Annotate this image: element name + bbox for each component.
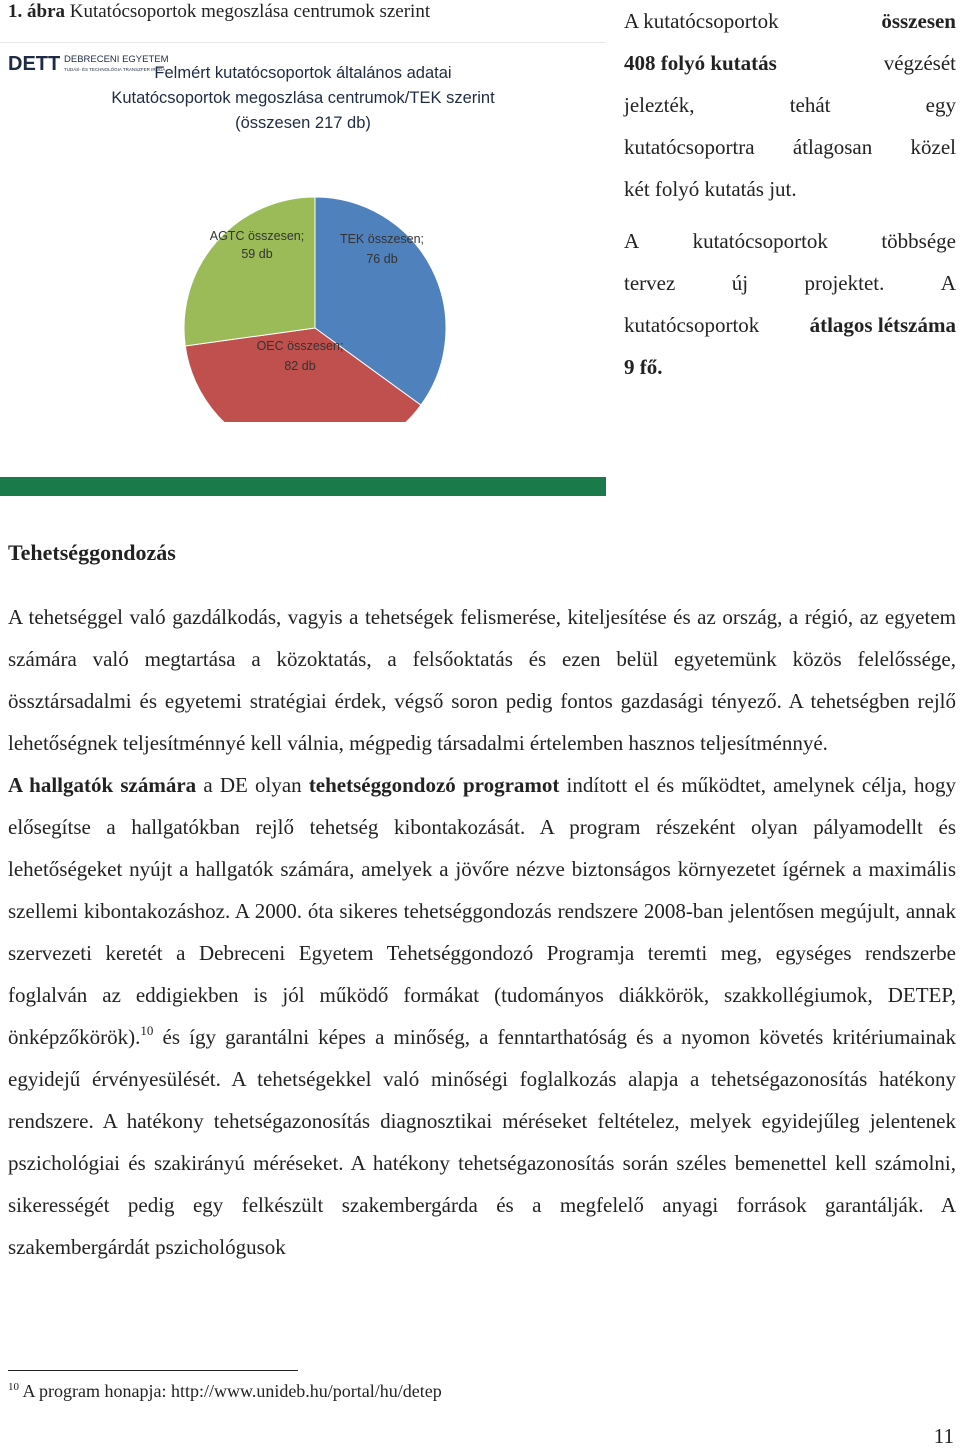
text-run-bold: A hallgatók számára — [8, 773, 197, 797]
right-text-line — [624, 84, 956, 126]
word: kutatócsoportok — [692, 229, 828, 253]
green-divider-bar — [0, 477, 606, 496]
footnote-separator — [8, 1370, 298, 1371]
text-run-bold: 9 fő. — [624, 355, 663, 379]
paragraph-1: A tehetséggel való gazdálkodás, vagyis a tehetségek felismerése, kiteljesítése és az ország, a régió, az egyetem számára való megtartása a közoktatás, a felsőoktatás és ezen belül egyetemünk közös felelőssége, össztársadalmi és egyetemi stratégiai érdek, végső soron pedig fontos gazdasági tényező. A tehetségben rejlő lehetőségnek teljesítménnyé kell válnia, mégpedig társadalmi értelemben hasznos teljesítménnyé. — [8, 605, 956, 755]
pie-label-tek: TEK összesen; — [339, 232, 425, 246]
text-run-bold: 408 folyó kutatás — [624, 51, 777, 75]
right-text-line: két folyó kutatás jut. — [624, 177, 797, 201]
logo-line-1: DEBRECENI EGYETEM — [64, 54, 169, 65]
paragraph-2 — [8, 764, 956, 1268]
word: kutatócsoportra — [624, 135, 755, 159]
right-text-paragraph-1 — [624, 0, 956, 210]
pie-label-agtc: AGTC összesen; — [209, 229, 305, 243]
figure-caption — [8, 0, 606, 26]
text-run-bold: tehetséggondozó programot — [308, 773, 560, 797]
text-run: és így garantálni képes a minőség, a fenntarthatóság és a nyomon követés kritériumainak egyidejű érvényesülését. A tehetségekkel való minőségi foglalkozás alapja a tehetségazonosítás hatékony rendszere. A hatékony tehetségazonosítás diagnosztikai méréseket feltételez, melyek egyidejűleg jelentenek pszichológiai és szakirányú méréseket. A hatékony tehetségazonosítás során széles bemenettel kell számolni, sikerességét pedig egy felkészült szakembergárda és a megfelelő anyagi források garantálják. A szakembergárdát pszichológusok — [8, 1025, 956, 1259]
figure-title-line-1: Felmért kutatócsoportok általános adatai — [154, 64, 452, 82]
word: jelezték, — [624, 93, 695, 117]
figure-caption-text: Kutatócsoportok megoszlása centrumok szerint — [69, 1, 431, 22]
pie-slice-agtc — [184, 197, 315, 346]
pie-label-oec: 82 db — [284, 359, 316, 373]
word: tehát — [789, 93, 831, 117]
word: A — [624, 229, 640, 253]
word: tervez — [624, 271, 676, 295]
word: új — [731, 271, 749, 295]
figure-title-line-3: (összesen 217 db) — [235, 114, 371, 132]
pie-chart — [0, 42, 606, 422]
pie-label-oec: OEC összesen; — [256, 339, 344, 353]
figure-title-line-2: Kutatócsoportok megoszlása centrumok/TEK szerint — [111, 89, 495, 107]
text-run: kutatócsoportok — [624, 313, 760, 337]
right-text-line — [624, 126, 956, 168]
word: projektet. — [804, 271, 885, 295]
right-text-paragraph-2 — [624, 220, 956, 388]
text-run: indított el és működtet, amelynek célja, hogy elősegítse a hallgatókban rejlő tehetség kibontakozását. A program részeként olyan pályamodellt és lehetőségeket nyújt a hallgatók számára, amelyek a jövőre nézve biztonságos környezetet ígérnek a maximális szellemi kibontakozáshoz. A 2000. óta sikeres tehetséggondozás rendszere 2008-ban jelentősen megújult, annak szervezeti keretét a Debreceni Egyetem Tehetséggondozó Programja teremti meg, egységes rendszerbe foglalván az eddigiekben is jól működő formákat (tudományos diákkörök, szakkollégiumok, DETEP, önképzőkörök). — [8, 773, 956, 1049]
section-heading: Tehetséggondozás — [8, 540, 176, 565]
logo-mark: DETT — [8, 53, 61, 75]
right-text-line — [624, 262, 956, 304]
right-text-line — [624, 42, 956, 84]
pie-chart-figure — [0, 42, 606, 422]
text-run-bold: összesen — [881, 9, 956, 33]
footnote-text: A program honapja: http://www.unideb.hu/portal/hu/detep — [22, 1381, 442, 1401]
word: közel — [910, 135, 956, 159]
right-text-line — [624, 0, 956, 42]
pie-label-tek: 76 db — [366, 252, 398, 266]
footnote-reference: 10 — [140, 1023, 154, 1038]
figure-number: 1. ábra — [8, 1, 65, 22]
section-body — [8, 596, 956, 1268]
right-text-line — [624, 304, 956, 346]
right-text-line — [624, 346, 956, 388]
word: többsége — [881, 229, 956, 253]
right-text-line — [624, 220, 956, 262]
page-number: 11 — [933, 1424, 954, 1448]
text-run: a DE olyan — [196, 773, 309, 797]
text-run: végzését — [883, 51, 956, 75]
text-run: A kutatócsoportok — [624, 9, 779, 33]
word: egy — [925, 93, 956, 117]
word: A — [940, 271, 956, 295]
footnote — [8, 1380, 442, 1402]
word: átlagosan — [792, 135, 873, 159]
pie-label-agtc: 59 db — [241, 247, 273, 261]
text-run-bold: átlagos létszáma — [809, 313, 956, 337]
footnote-number: 10 — [8, 1381, 19, 1393]
logo-line-2: TUDÁS- ÉS TECHNOLÓGIA TRANSZFER IRODA — [64, 67, 166, 72]
